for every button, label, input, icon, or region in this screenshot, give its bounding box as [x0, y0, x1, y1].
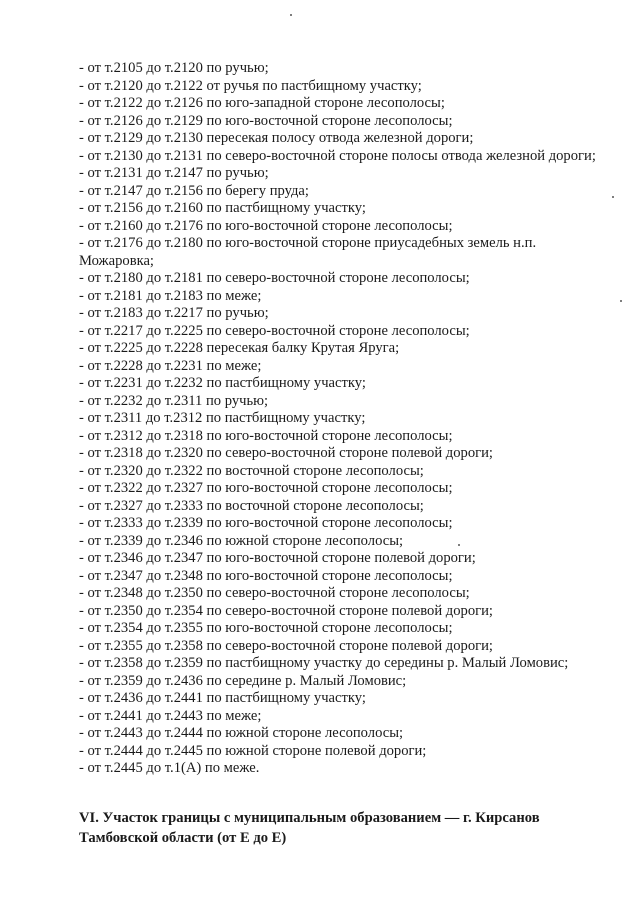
list-item: - от т.2225 до т.2228 пересекая балку Крутая Яруга;	[79, 340, 400, 356]
list-item: - от т.2354 до т.2355 по юго-восточной стороне лесополосы;	[79, 620, 453, 636]
scan-speck	[612, 196, 614, 198]
list-item: - от т.2147 до т.2156 по берегу пруда;	[79, 182, 309, 199]
list-item: - от т.2350 до т.2354 по северо-восточной стороне полевой дороги;	[79, 602, 493, 619]
list-item: - от т.2180 до т.2181 по северо-восточной стороне лесополосы;	[79, 270, 470, 286]
list-item: - от т.2322 до т.2327 по юго-восточной стороне лесополосы;	[79, 480, 453, 496]
list-item: - от т.2347 до т.2348 по юго-восточной стороне лесополосы;	[79, 567, 453, 584]
list-item: - от т.2444 до т.2445 по южной стороне полевой дороги;	[79, 742, 427, 759]
list-item: - от т.2359 до т.2436 по середине р. Малый Ломовис;	[79, 672, 407, 689]
list-item: - от т.2217 до т.2225 по северо-восточной стороне лесополосы;	[79, 322, 470, 339]
scan-speck	[620, 300, 622, 302]
list-item: - от т.2339 до т.2346 по южной стороне лесополосы;	[79, 532, 404, 549]
list-item: - от т.2160 до т.2176 по юго-восточной стороне лесополосы;	[79, 217, 453, 234]
list-item: - от т.2120 до т.2122 от ручья по пастбищному участку;	[79, 77, 422, 94]
list-item: - от т.2443 до т.2444 по южной стороне лесополосы;	[79, 725, 404, 741]
list-item: - от т.2130 до т.2131 по северо-восточной стороне полосы отвода железной дороги;	[79, 147, 596, 164]
section-heading	[79, 808, 609, 848]
list-item: - от т.2320 до т.2322 по восточной стороне лесополосы;	[79, 462, 424, 479]
list-item: - от т.2156 до т.2160 по пастбищному участку;	[79, 200, 366, 216]
boundary-description-list	[79, 60, 599, 778]
list-item: - от т.2327 до т.2333 по восточной стороне лесополосы;	[79, 497, 424, 514]
list-item: - от т.2126 до т.2129 по юго-восточной стороне лесополосы;	[79, 112, 453, 129]
list-item: - от т.2181 до т.2183 по меже;	[79, 287, 262, 304]
section-heading-line: Тамбовской области (от Е до Е)	[79, 830, 287, 846]
list-item: - от т.2441 до т.2443 по меже;	[79, 707, 262, 724]
list-item: - от т.2129 до т.2130 пересекая полосу отвода железной дороги;	[79, 130, 474, 146]
section-heading-line: VI. Участок границы с муниципальным образованием — г. Кирсанов	[79, 810, 540, 826]
list-item: - от т.2348 до т.2350 по северо-восточной стороне лесополосы;	[79, 585, 470, 601]
list-item: - от т.2358 до т.2359 по пастбищному участку до середины р. Малый Ломовис;	[79, 655, 569, 671]
list-item: - от т.2445 до т.1(А) по меже.	[79, 760, 260, 776]
list-item: - от т.2311 до т.2312 по пастбищному участку;	[79, 410, 366, 426]
list-item: - от т.2231 до т.2232 по пастбищному участку;	[79, 375, 366, 391]
list-item: - от т.2333 до т.2339 по юго-восточной стороне лесополосы;	[79, 515, 453, 531]
list-item: - от т.2228 до т.2231 по меже;	[79, 357, 262, 374]
list-item: - от т.2318 до т.2320 по северо-восточной стороне полевой дороги;	[79, 445, 493, 461]
list-item: - от т.2355 до т.2358 по северо-восточной стороне полевой дороги;	[79, 637, 493, 654]
list-item: - от т.2346 до т.2347 по юго-восточной стороне полевой дороги;	[79, 550, 476, 566]
list-item: - от т.2436 до т.2441 по пастбищному участку;	[79, 690, 366, 706]
list-item: - от т.2183 до т.2217 по ручью;	[79, 305, 269, 321]
scan-speck	[290, 14, 292, 16]
list-item: - от т.2232 до т.2311 по ручью;	[79, 392, 269, 409]
list-item: - от т.2131 до т.2147 по ручью;	[79, 165, 269, 181]
list-item: - от т.2122 до т.2126 по юго-западной стороне лесополосы;	[79, 95, 445, 111]
list-item: - от т.2312 до т.2318 по юго-восточной стороне лесополосы;	[79, 427, 453, 444]
list-item: - от т.2176 до т.2180 по юго-восточной стороне приусадебных земель н.п. Можаровка;	[79, 235, 537, 269]
list-item: - от т.2105 до т.2120 по ручью;	[79, 60, 269, 76]
